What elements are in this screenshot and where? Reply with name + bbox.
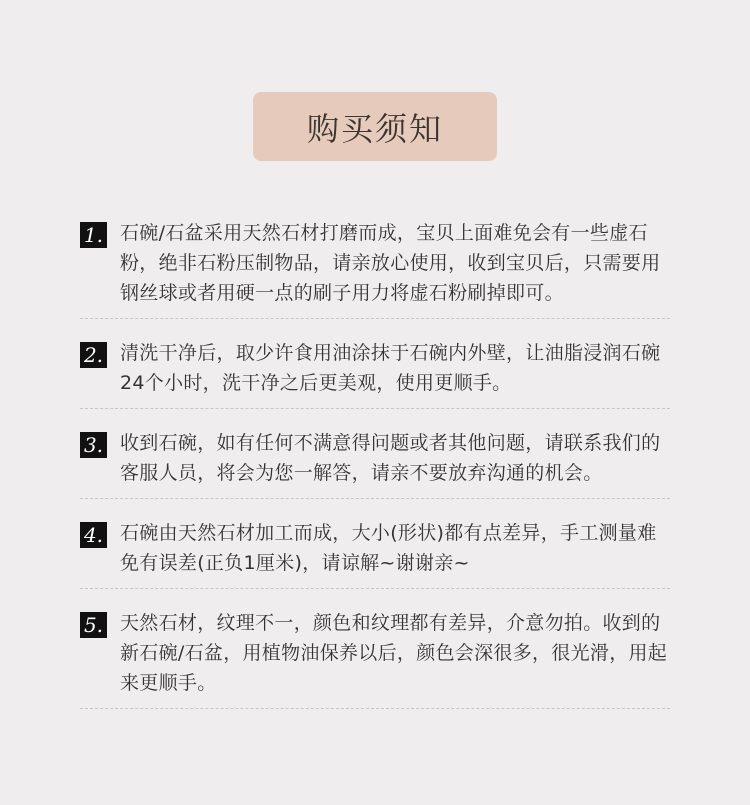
notice-item <box>80 604 670 709</box>
notice-text: 天然石材，纹理不一，颜色和纹理都有差异，介意勿拍。收到的新石碗/石盆，用植物油保养以后，颜色会深很多，很光滑，用起来更顺手。 <box>120 612 668 694</box>
notice-number-badge: 4. <box>80 522 107 548</box>
notice-item <box>80 514 670 589</box>
notice-text: 石碗/石盆采用天然石材打磨而成，宝贝上面难免会有一些虚石粉，绝非石粉压制物品，请亲放心使用，收到宝贝后，只需要用钢丝球或者用硬一点的刷子用力将虚石粉刷掉即可。 <box>120 222 661 304</box>
notice-item <box>80 214 670 319</box>
notice-text: 石碗由天然石材加工而成，大小(形状)都有点差异，手工测量难免有误差(正负1厘米)，请谅解~谢谢亲~ <box>120 522 657 574</box>
title-badge <box>253 92 497 161</box>
notice-number-badge: 2. <box>80 342 107 368</box>
notice-number-badge: 3. <box>80 432 107 458</box>
notice-number-badge: 1. <box>80 222 107 248</box>
notice-text: 收到石碗，如有任何不满意得问题或者其他问题，请联系我们的客服人员，将会为您一解答，请亲不要放弃沟通的机会。 <box>120 432 661 484</box>
notice-list <box>80 214 670 724</box>
notice-number-badge: 5. <box>80 612 107 638</box>
page-title: 购买须知 <box>306 109 443 148</box>
notice-text: 清洗干净后，取少许食用油涂抹于石碗内外壁，让油脂浸润石碗24个小时，洗干净之后更美观，使用更顺手。 <box>120 342 661 394</box>
notice-item <box>80 334 670 409</box>
notice-item <box>80 424 670 499</box>
